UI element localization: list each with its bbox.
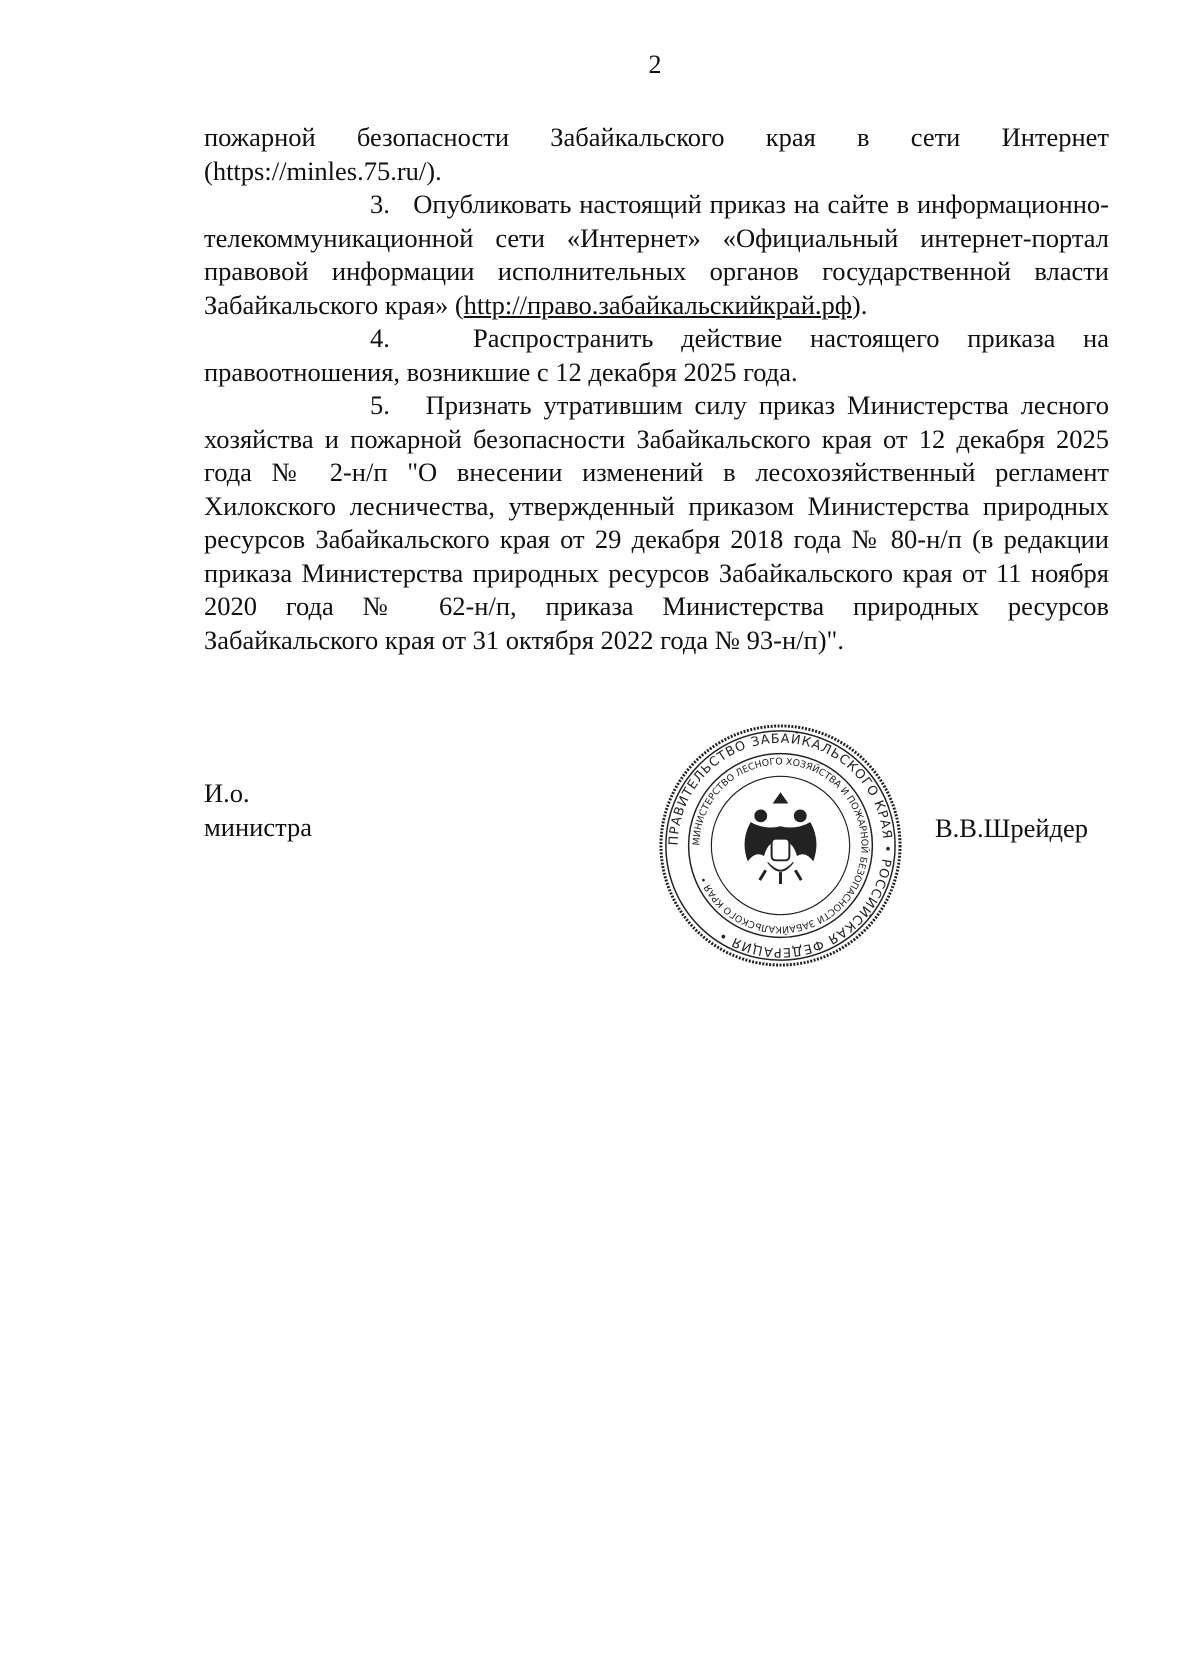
signatory-position-line1: И.о.	[204, 778, 250, 808]
paragraph-3-end: ).	[851, 289, 868, 320]
signatory-position	[204, 776, 312, 844]
document-body	[204, 121, 1109, 657]
paragraph-3-number: 3.	[370, 189, 390, 219]
seal-inner-text: МИНИСТЕРСТВО ЛЕСНОГО ХОЗЯЙСТВА И ПОЖАРНОЙ БЕЗОПАСНОСТИ ЗАБАЙКАЛЬСКОГО КРАЯ •	[691, 756, 870, 935]
paragraph-3-text: Опубликовать настоящий приказ на сайте в информационно-телекоммуникационной сети «Интернет» «Официальный интернет-портал правовой информации исполнительных органов государственной власти Забайкальского края» (	[204, 189, 1109, 320]
paragraph-4	[204, 322, 1109, 389]
paragraph-4-text: Распространить действие настоящего приказа на правоотношения, возникшие с 12 декабря 2025 года.	[204, 323, 1109, 387]
paragraph-continuation-url: (https://minles.75.ru/).	[204, 155, 442, 186]
paragraph-5-text: Признать утратившим силу приказ Министерства лесного хозяйства и пожарной безопасности Забайкальского края от 12 декабря 2025 года № 2-н/п "О внесении изменений в лесохозяйственный регламент Хилокского лесничества, утвержденный приказом Министерства природных ресурсов Забайкальского края от 29 декабря 2018 года № 80-н/п (в редакции приказа Министерства природных ресурсов Забайкальского края от 11 ноября 2020 года № 62-н/п, приказа Министерства природных ресурсов Забайкальского края от 31 октября 2022 года № 93-н/п)".	[204, 390, 1109, 655]
official-seal	[657, 722, 904, 969]
portal-link[interactable]: http://право.забайкальскийкрай.рф	[463, 289, 852, 320]
paragraph-5	[204, 389, 1109, 657]
paragraph-3	[204, 188, 1109, 322]
double-headed-eagle-icon	[745, 793, 816, 884]
signatory-position-line2: министра	[204, 812, 312, 842]
paragraph-continuation-line: пожарной безопасности Забайкальского края в сети Интернет	[204, 122, 1109, 152]
seal-outer-text: ПРАВИТЕЛЬСТВО ЗАБАЙКАЛЬСКОГО КРАЯ • РОССИЙСКАЯ ФЕДЕРАЦИЯ •	[666, 731, 895, 960]
signatory-name: В.В.Шрейдер	[935, 813, 1089, 843]
paragraph-4-number: 4.	[370, 323, 390, 353]
page-number: 2	[648, 50, 662, 79]
paragraph-5-number: 5.	[370, 390, 390, 420]
